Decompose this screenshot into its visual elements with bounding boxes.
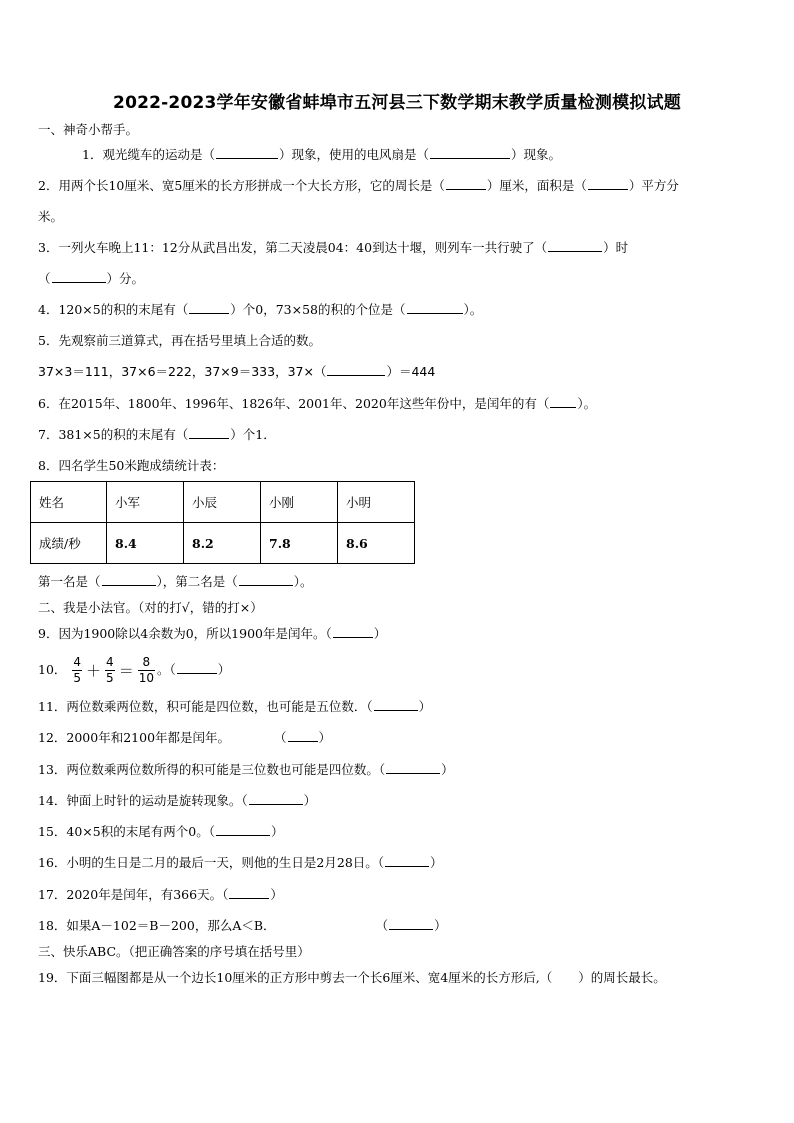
question-3-text-a: 3．一列火车晚上11：12分从武昌出发，第二天凌晨04：40到达十堰，则列车一共行驶了（: [38, 240, 548, 255]
question-15: [38, 824, 283, 840]
answer-blank[interactable]: [550, 396, 576, 408]
question-3: [38, 240, 628, 256]
question-3-text-c: （: [38, 271, 51, 286]
fraction-denominator: 5: [73, 671, 82, 685]
question-17-text-b: ）: [270, 887, 283, 902]
fraction: [105, 655, 115, 686]
table-cell: 小辰: [184, 482, 261, 523]
question-13-text-a: 13．两位数乘两位数所得的积可能是三位数也可能是四位数。（: [38, 762, 386, 777]
question-18-text-a: 18．如果A－102＝B－200，那么A＜B．: [38, 918, 276, 933]
question-1-text-b: ）现象，使用的电风扇是（: [278, 147, 429, 162]
fraction-numerator: 8: [138, 655, 155, 671]
answer-blank[interactable]: [249, 793, 303, 805]
answer-blank[interactable]: [386, 762, 440, 774]
question-10-text-tail: 。（: [156, 662, 176, 677]
question-16: [38, 855, 443, 871]
question-10-number: 10．: [38, 662, 67, 677]
question-14: [38, 793, 316, 809]
table-row: [31, 523, 415, 564]
question-11-text-a: 11．两位数乘两位数，积可能是四位数，也可能是五位数．（: [38, 699, 373, 714]
question-4-text-a: 4．120×5的积的末尾有（: [38, 302, 189, 317]
question-4-text-c: ）。: [463, 302, 483, 317]
fraction-denominator: 5: [106, 671, 114, 685]
question-9-text-a: 9．因为1900除以4余数为0，所以1900年是闰年。（: [38, 626, 332, 641]
answer-blank[interactable]: [239, 574, 293, 586]
answer-blank[interactable]: [327, 364, 385, 376]
answer-blank[interactable]: [374, 699, 418, 711]
table-cell: 姓名: [31, 482, 107, 523]
answer-blank[interactable]: [389, 918, 433, 930]
question-18-text-b: （: [375, 918, 389, 933]
table-cell: 7.8: [261, 523, 338, 564]
fraction-numerator: 4: [73, 655, 82, 669]
question-15-text-a: 15．40×5积的末尾有两个0。（: [38, 824, 215, 839]
question-16-text-a: 16．小明的生日是二月的最后一天，则他的生日是2月28日。（: [38, 855, 385, 870]
question-8-text-b: 第一名是（: [38, 574, 101, 589]
question-17-text-a: 17．2020年是闰年，有366天。（: [38, 887, 229, 902]
score-table: [30, 481, 415, 564]
plus-sign: ＋: [86, 661, 102, 680]
fraction: [72, 655, 82, 686]
question-3-text-b: ）时: [603, 240, 629, 255]
question-8-text-c: ），第二名是（: [156, 574, 238, 589]
answer-blank[interactable]: [385, 855, 429, 867]
question-2: [38, 178, 679, 194]
question-6-text-a: 6．在2015年、1800年、1996年、1826年、2001年、2020年这些年份中，是闰年的有（: [38, 396, 550, 411]
table-cell: 8.2: [184, 523, 261, 564]
question-5-text-c: ）＝444: [386, 364, 436, 379]
answer-blank[interactable]: [52, 271, 106, 283]
question-16-text-b: ）: [430, 855, 443, 870]
question-12-text-a: 12．2000年和2100年都是闰年。: [38, 730, 231, 745]
fraction-numerator: 4: [106, 655, 114, 669]
answer-blank[interactable]: [430, 147, 510, 159]
question-3-cont: [38, 271, 144, 287]
question-1: [82, 147, 561, 163]
question-13-text-b: ）: [441, 762, 454, 777]
question-2-cont: 米。: [38, 209, 64, 224]
question-11-text-b: ）: [418, 699, 432, 714]
page-title: 2022-2023学年安徽省蚌埠市五河县三下数学期末教学质量检测模拟试题: [113, 93, 681, 113]
answer-blank[interactable]: [588, 178, 628, 190]
question-1-text-c: ）现象。: [510, 147, 561, 162]
question-7: [38, 427, 276, 443]
table-cell: 8.4: [107, 523, 184, 564]
section-heading-1: 一、神奇小帮手。: [38, 122, 139, 137]
question-18-text-c: ）: [434, 918, 447, 933]
question-4: [38, 302, 482, 318]
equals-sign: ＝: [118, 661, 134, 680]
question-14-text-b: ）: [303, 793, 317, 808]
answer-blank[interactable]: [216, 824, 270, 836]
answer-blank[interactable]: [407, 302, 463, 314]
question-3-text-d: ）分。: [106, 271, 145, 286]
question-2-text-b: ）厘米，面积是（: [486, 178, 587, 193]
question-8: 8．四名学生50米跑成绩统计表：: [38, 458, 225, 473]
question-10-text-end: ）: [217, 662, 231, 677]
question-14-text-a: 14．钟面上时针的运动是旋转现象。（: [38, 793, 248, 808]
question-12-text-b: （: [274, 730, 287, 745]
question-2-text-c: ）平方分: [628, 178, 679, 193]
question-9: [38, 626, 386, 642]
answer-blank[interactable]: [216, 147, 278, 159]
question-5: 5．先观察前三道算式，再在括号里填上合适的数。: [38, 333, 321, 348]
question-6: [38, 396, 596, 412]
question-8-answer: [38, 574, 313, 590]
question-7-text-b: ）个1．: [230, 427, 276, 442]
answer-blank[interactable]: [189, 302, 229, 314]
answer-blank[interactable]: [229, 887, 269, 899]
question-15-text-b: ）: [270, 824, 284, 839]
question-18: [38, 918, 447, 934]
question-7-text-a: 7．381×5的积的末尾有（: [38, 427, 189, 442]
question-19: [38, 970, 666, 986]
fraction: [138, 655, 155, 686]
question-1-text-a: 1．观光缆车的运动是（: [82, 147, 215, 162]
answer-blank[interactable]: [548, 240, 602, 252]
question-13: [38, 762, 454, 778]
section-heading-2: 二、我是小法官。（对的打√，错的打×）: [38, 600, 263, 615]
question-19-text-b: ）的周长最长。: [578, 970, 666, 985]
question-5-equations: [38, 364, 435, 380]
question-4-text-b: ）个0，73×58的积的个位是（: [230, 302, 406, 317]
question-2-text-a: 2．用两个长10厘米、宽5厘米的长方形拼成一个大长方形，它的周长是（: [38, 178, 445, 193]
question-17: [38, 887, 283, 903]
table-cell: 小刚: [261, 482, 338, 523]
answer-blank[interactable]: [177, 662, 217, 674]
question-8-text-d: ）。: [293, 574, 313, 589]
table-cell: 小明: [338, 482, 415, 523]
question-5-text-b: 37×3＝111，37×6＝222，37×9＝333，37×（: [38, 364, 327, 379]
question-10: [38, 651, 230, 690]
table-row: [31, 482, 415, 523]
answer-blank[interactable]: [189, 427, 229, 439]
section-heading-3: 三、快乐ABC。（把正确答案的序号填在括号里）: [38, 944, 310, 959]
answer-blank[interactable]: [288, 730, 318, 742]
table-cell: 小军: [107, 482, 184, 523]
question-12: [38, 730, 331, 746]
answer-blank[interactable]: [446, 178, 486, 190]
question-6-text-b: ）。: [577, 396, 597, 411]
table-cell: 成绩/秒: [31, 523, 107, 564]
fraction-denominator: 10: [138, 671, 154, 685]
question-9-text-b: ）: [373, 626, 387, 641]
question-12-text-c: ）: [318, 730, 332, 745]
answer-blank[interactable]: [102, 574, 156, 586]
answer-blank[interactable]: [333, 626, 373, 638]
table-cell: 8.6: [338, 523, 415, 564]
question-11: [38, 699, 431, 715]
question-19-text-a: 19．下面三幅图都是从一个边长10厘米的正方形中剪去一个长6厘米、宽4厘米的长方形后,（: [38, 970, 553, 985]
